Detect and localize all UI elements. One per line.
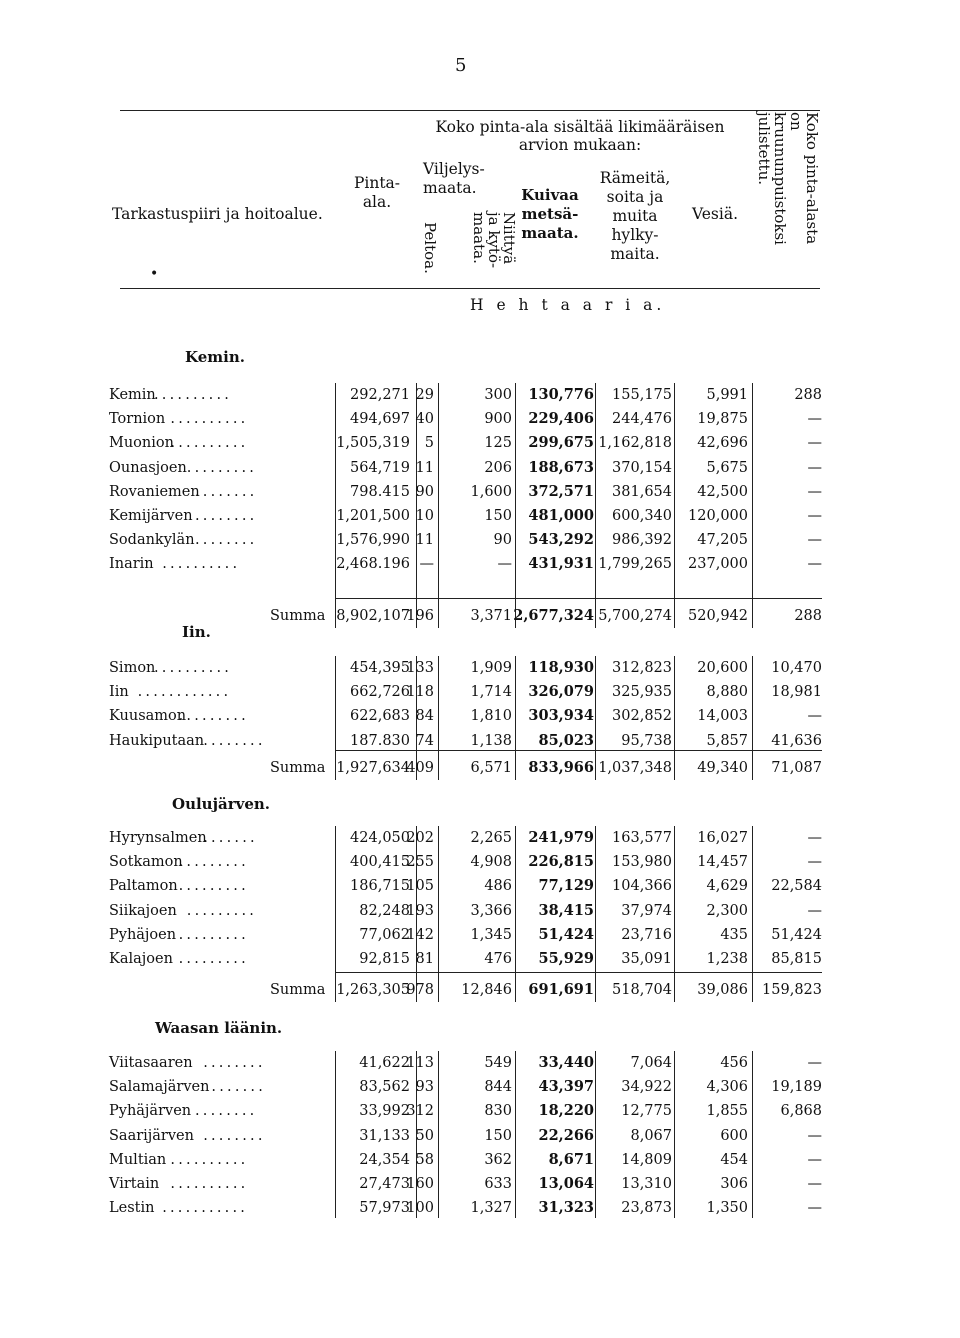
district-name: Sodankylän [109,532,195,549]
cell-meadows: 1,327 [470,1200,512,1217]
unit-row: H e h t a a r i a. [470,296,666,314]
cell-area: 57,973 [359,1200,410,1217]
section-title: Oulujärven. [172,795,271,813]
district-name: Viitasaaren [109,1055,193,1071]
cell-meadows: 476 [484,951,512,967]
cell-swamps: 13,310 [621,1176,672,1192]
header-bottom-rule [120,288,820,289]
cell-swamps: 163,577 [612,830,672,846]
sum-area: 1,263,305 [336,982,410,998]
cell-meadows: 206 [484,459,512,476]
district-name: Pyhäjärven [109,1103,192,1120]
cell-forest: 431,931 [528,555,594,573]
cell-waters: 5,991 [706,387,748,403]
sum-crown: 71,087 [771,760,822,776]
cell-waters: 1,238 [706,951,748,967]
cell-forest: 31,323 [538,1199,594,1217]
cell-crown: — [807,435,822,452]
cell-fields: 11 [415,459,434,476]
cell-swamps: 302,852 [612,708,672,725]
sum-rule [335,750,822,751]
cell-fields: 312 [406,1103,434,1120]
cell-area: 454,395 [350,660,410,676]
cell-area: 27,473 [359,1176,410,1192]
cell-swamps: 244,476 [612,411,672,428]
cell-waters: 456 [720,1055,748,1071]
cell-forest: 372,571 [528,482,594,500]
cell-crown: 85,815 [771,951,822,967]
cell-swamps: 35,091 [621,951,672,967]
cell-waters: 435 [720,926,748,943]
cell-swamps: 155,175 [612,387,672,403]
waters-column-header: Vesiä. [691,205,739,223]
cell-forest: 77,129 [538,877,594,895]
cell-area: 400,415 [350,854,410,871]
cell-swamps: 8,067 [630,1127,672,1144]
leader-dots: ....... [211,1079,267,1096]
sum-fields: 196 [406,608,434,624]
leader-dots: ........ [195,532,258,549]
cell-fields: 113 [406,1055,434,1071]
section-title: Kemin. [185,348,245,366]
district-name: Multian [109,1151,167,1168]
district-name: Salamajärven [109,1079,210,1096]
cell-waters: 4,629 [706,878,748,895]
cell-forest: 18,220 [538,1102,594,1120]
cell-area: 1,576,990 [336,532,410,549]
sum-meadows: 12,846 [461,982,512,998]
cell-fields: 81 [415,951,434,967]
cell-area: 83,562 [359,1079,410,1096]
cell-forest: 326,079 [528,683,594,701]
sum-waters: 39,086 [697,982,748,998]
cell-fields: 58 [415,1151,434,1168]
cell-waters: 306 [720,1176,748,1192]
cell-waters: 2,300 [706,902,748,919]
sum-label: Summa [270,608,326,624]
district-name: Haukiputaan [109,732,205,749]
cell-swamps: 14,809 [621,1151,672,1168]
cell-waters: 5,857 [706,732,748,749]
leader-dots: .......... [162,556,241,573]
district-name: Tornion [109,411,166,428]
cell-fields: 90 [415,483,434,500]
sum-meadows: 6,571 [470,760,512,776]
leader-dots: .......... [170,1176,249,1192]
cell-area: 24,354 [359,1151,410,1168]
leader-dots: ....... [203,830,258,846]
cell-meadows: 150 [484,1127,512,1144]
cell-forest: 85,023 [538,731,594,749]
leader-dots: .......... [170,1151,249,1168]
meadows-column-header: Niittyä ja kytö- maata. [470,212,518,269]
cell-fields: 50 [415,1127,434,1144]
leader-dots: ......... [178,926,249,943]
cell-meadows: 90 [493,532,512,549]
cell-waters: 5,675 [706,459,748,476]
cultivated-land-header: Viljelys- maata. [423,160,485,197]
district-name: Virtain [109,1176,160,1192]
cell-fields: 74 [415,732,434,749]
cell-crown: — [807,830,822,846]
cell-swamps: 37,974 [621,902,672,919]
cell-forest: 55,929 [538,950,594,967]
cell-forest: 241,979 [528,829,594,846]
crown-parks-column-header: Koko pinta-alasta on kruununpuistoksi julistettu. [755,112,821,245]
cell-meadows: 1,909 [470,660,512,676]
district-column-header: Tarkastuspiiri ja hoitoalue. [112,205,323,223]
cell-meadows: 1,138 [470,732,512,749]
cell-waters: 20,600 [697,660,748,676]
sum-label: Summa [270,760,326,776]
sum-forest: 2,677,324 [513,607,594,624]
cell-meadows: 300 [484,387,512,403]
cell-fields: 202 [406,830,434,846]
cell-meadows: 830 [484,1103,512,1120]
cell-meadows: — [497,556,512,573]
cell-swamps: 312,823 [612,660,672,676]
cell-meadows: 1,714 [470,684,512,701]
cell-crown: 18,981 [771,684,822,701]
cell-crown: — [807,1200,822,1217]
header-top-rule [120,110,820,111]
cell-area: 92,815 [359,951,410,967]
cell-forest: 38,415 [538,901,594,919]
cell-fields: 142 [406,926,434,943]
sum-label: Summa [270,982,326,998]
cell-meadows: 1,345 [470,926,512,943]
cell-fields: 105 [406,878,434,895]
district-name: Kemin [109,387,156,403]
cell-waters: 454 [720,1151,748,1168]
cell-crown: — [807,483,822,500]
sum-fields: 978 [406,982,434,998]
cell-waters: 16,027 [697,830,748,846]
cell-area: 1,201,500 [336,508,410,524]
cell-area: 1,505,319 [336,435,410,452]
cell-waters: 42,696 [697,435,748,452]
cell-area: 622,683 [350,708,410,725]
cell-swamps: 600,340 [612,508,672,524]
cell-swamps: 325,935 [612,684,672,701]
cell-crown: — [807,532,822,549]
cell-meadows: 844 [484,1079,512,1096]
cell-meadows: 486 [484,878,512,895]
leader-dots: ........ [195,508,258,524]
sum-rule [335,972,822,973]
cell-crown: 10,470 [771,660,822,676]
district-name: Iin [109,684,129,701]
area-column-header: Pinta- ala. [353,174,401,211]
cell-area: 187.830 [350,732,410,749]
leader-dots: ......... [178,878,249,895]
cell-crown: — [807,556,822,573]
cell-forest: 22,266 [538,1126,594,1144]
cell-crown: — [807,1151,822,1168]
leader-dots: ........ [195,1103,258,1120]
sum-waters: 49,340 [697,760,748,776]
sum-swamps: 5,700,274 [598,608,672,624]
cell-fields: 10 [415,508,434,524]
leader-dots: ........ [203,732,266,749]
cell-meadows: 549 [484,1055,512,1071]
cell-area: 77,062 [359,926,410,943]
cell-swamps: 95,738 [621,732,672,749]
cell-forest: 299,675 [528,434,594,452]
cell-forest: 543,292 [528,531,594,549]
cell-fields: 193 [406,902,434,919]
district-name: Ounasjoen [109,459,187,476]
cell-crown: — [807,854,822,871]
sum-rule [335,598,822,599]
leader-dots: ......... [186,459,258,476]
sum-area: 1,927,634 [336,760,410,776]
cell-fields: 118 [406,684,434,701]
leader-dots: ......... [186,902,258,919]
cell-waters: 1,855 [706,1103,748,1120]
cell-meadows: 1,600 [470,483,512,500]
cell-waters: 14,003 [697,708,748,725]
cell-crown: 41,636 [771,732,822,749]
cell-crown: 288 [794,387,822,403]
cell-swamps: 986,392 [612,532,672,549]
group-title-line-2: arvion mukaan: [518,136,642,154]
cell-fields: 133 [406,660,434,676]
cell-forest: 226,815 [528,853,594,871]
cell-area: 494,697 [350,411,410,428]
cell-swamps: 1,162,818 [598,435,672,452]
cell-fields: 255 [406,854,434,871]
sum-crown: 288 [794,608,822,624]
cell-meadows: 4,908 [470,854,512,871]
cell-area: 41,622 [359,1055,410,1071]
page-number: 5 [455,55,467,76]
leader-dots: ......... [178,951,249,967]
cell-waters: 600 [720,1127,748,1144]
sum-area: 8,902,107 [336,608,410,624]
header-bullet: • [150,266,159,282]
cell-waters: 8,880 [706,684,748,701]
cell-area: 662,726 [350,684,410,701]
district-name: Kalajoen [109,951,173,967]
leader-dots: .......... [154,660,233,676]
cell-forest: 51,424 [538,925,594,943]
sum-swamps: 1,037,348 [598,760,672,776]
cell-swamps: 104,366 [612,878,672,895]
cell-forest: 118,930 [528,659,594,676]
district-name: Inarin [109,556,154,573]
cell-swamps: 370,154 [612,459,672,476]
cell-forest: 188,673 [528,458,594,476]
cell-crown: — [807,459,822,476]
fields-column-header: Peltoa. [421,222,439,274]
cell-fields: 5 [424,435,434,452]
cell-fields: 11 [415,532,434,549]
cell-waters: 4,306 [706,1079,748,1096]
cell-forest: 229,406 [528,410,594,428]
cell-waters: 120,000 [688,508,748,524]
section-title: Waasan läänin. [155,1019,283,1037]
leader-dots: ........ [203,1055,266,1071]
group-title-line-1: Koko pinta-ala sisältää likimääräisen [435,118,725,136]
cell-area: 292,271 [350,387,410,403]
district-name: Hyrynsalmen [109,830,207,846]
cell-meadows: 150 [484,508,512,524]
cell-meadows: 2,265 [470,830,512,846]
cell-forest: 43,397 [538,1078,594,1096]
leader-dots: ........ [203,1127,266,1144]
district-name: Rovaniemen [109,483,200,500]
cell-waters: 1,350 [706,1200,748,1217]
cell-swamps: 34,922 [621,1079,672,1096]
cell-area: 33,992 [359,1103,410,1120]
cell-meadows: 362 [484,1151,512,1168]
district-name: Siikajoen [109,902,177,919]
district-name: Sotkamon [109,854,183,871]
cell-crown: 51,424 [771,926,822,943]
leader-dots: ........ [195,483,258,500]
district-name: Lestin [109,1200,155,1217]
cell-swamps: 23,873 [621,1200,672,1217]
leader-dots: ......... [178,854,249,871]
cell-waters: 237,000 [688,556,748,573]
district-name: Paltamon [109,878,178,895]
cell-area: 31,133 [359,1127,410,1144]
cell-waters: 19,875 [697,411,748,428]
cell-waters: 47,205 [697,532,748,549]
leader-dots: ......... [178,708,249,725]
cell-fields: 29 [415,387,434,403]
cell-meadows: 125 [484,435,512,452]
cell-crown: — [807,708,822,725]
leader-dots: ............ [137,684,232,701]
cell-area: 798.415 [350,483,410,500]
section-title: Iin. [182,623,211,641]
cell-fields: — [419,556,434,573]
cell-forest: 33,440 [538,1054,594,1071]
cell-crown: 6,868 [780,1103,822,1120]
cell-swamps: 23,716 [621,926,672,943]
cell-swamps: 12,775 [621,1103,672,1120]
cell-forest: 8,671 [548,1150,594,1168]
cell-area: 424,050 [350,830,410,846]
cell-crown: — [807,411,822,428]
cell-fields: 160 [406,1176,434,1192]
cell-fields: 84 [415,708,434,725]
cell-swamps: 7,064 [630,1055,672,1071]
cell-crown: — [807,902,822,919]
leader-dots: .......... [170,435,249,452]
cell-swamps: 1,799,265 [598,556,672,573]
district-name: Kemijärven [109,508,193,524]
swamps-column-header: Rämeitä, soita ja muita hylky- maita. [599,169,671,263]
cell-crown: 19,189 [771,1079,822,1096]
leader-dots: ........... [162,1200,249,1217]
cell-swamps: 381,654 [612,483,672,500]
cell-area: 2,468.196 [336,556,410,573]
cell-area: 564,719 [350,459,410,476]
sum-waters: 520,942 [688,608,748,624]
cell-fields: 93 [415,1079,434,1096]
cell-forest: 303,934 [528,707,594,725]
sum-forest: 833,966 [528,759,594,776]
leader-dots: .......... [154,387,233,403]
district-name: Pyhäjoen [109,926,177,943]
forest-column-header: Kuivaa metsä- maata. [521,186,579,242]
sum-fields: 409 [406,760,434,776]
cell-forest: 13,064 [538,1175,594,1192]
cell-forest: 130,776 [528,386,594,403]
cell-fields: 40 [415,411,434,428]
cell-swamps: 153,980 [612,854,672,871]
cell-forest: 481,000 [528,507,594,524]
district-name: Saarijärven [109,1127,194,1144]
district-name: Simon [109,660,156,676]
district-name: Muonion [109,435,174,452]
cell-crown: — [807,1176,822,1192]
cell-waters: 14,457 [697,854,748,871]
cell-crown: — [807,508,822,524]
sum-forest: 691,691 [528,981,594,998]
cell-fields: 100 [406,1200,434,1217]
cell-crown: 22,584 [771,878,822,895]
cell-meadows: 900 [484,411,512,428]
cell-area: 82,248 [359,902,410,919]
sum-swamps: 518,704 [612,982,672,998]
leader-dots: .......... [170,411,249,428]
cell-meadows: 633 [484,1176,512,1192]
cell-crown: — [807,1127,822,1144]
cell-waters: 42,500 [697,483,748,500]
district-name: Kuusamon [109,708,187,725]
cell-meadows: 3,366 [470,902,512,919]
cell-crown: — [807,1055,822,1071]
sum-crown: 159,823 [762,982,822,998]
cell-meadows: 1,810 [470,708,512,725]
cell-area: 186,715 [350,878,410,895]
sum-meadows: 3,371 [470,608,512,624]
